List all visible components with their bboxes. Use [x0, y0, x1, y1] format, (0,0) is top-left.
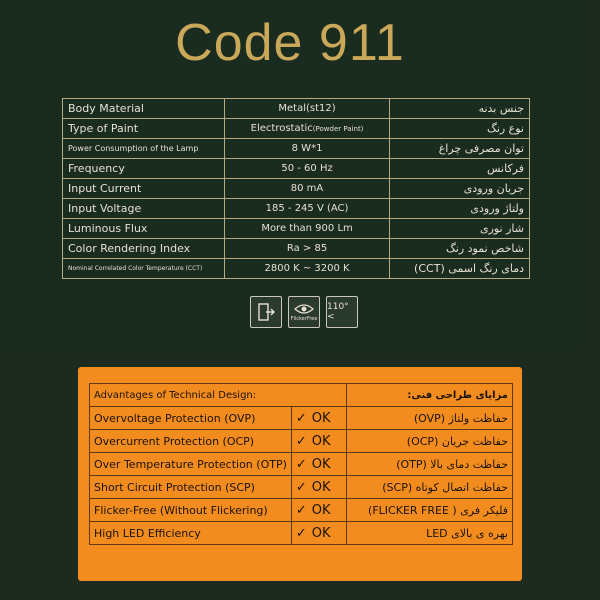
spec-label-fa: توان مصرفی چراغ — [390, 139, 530, 159]
spec-label: Body Material — [63, 99, 225, 119]
spec-value: More than 900 Lm — [224, 219, 390, 239]
ok-label: OK — [311, 410, 331, 426]
spec-label: Frequency — [63, 159, 225, 179]
table-row — [90, 407, 513, 430]
table-row — [63, 239, 530, 259]
spec-value — [224, 119, 390, 139]
eye-icon — [288, 296, 320, 328]
spec-value: 2800 K ~ 3200 K — [224, 259, 390, 279]
advantage-label: High LED Efficiency — [90, 522, 292, 545]
ok-label: OK — [311, 479, 331, 495]
table-row — [63, 179, 530, 199]
advantage-label: Overvoltage Protection (OVP) — [90, 407, 292, 430]
spec-label-fa: شاخص نمود رنگ — [390, 239, 530, 259]
spec-label-fa: شار نوری — [390, 219, 530, 239]
spec-value: 185 - 245 V (AC) — [224, 199, 390, 219]
table-row — [63, 139, 530, 159]
advantage-label: Flicker-Free (Without Flickering) — [90, 499, 292, 522]
ok-cell — [291, 407, 346, 430]
feature-icons — [250, 296, 358, 330]
table-row — [63, 159, 530, 179]
table-row — [90, 453, 513, 476]
table-row — [63, 199, 530, 219]
spec-label-fa: دمای رنگ اسمی (CCT) — [390, 259, 530, 279]
spec-label: Power Consumption of the Lamp — [63, 139, 225, 159]
ok-cell — [291, 499, 346, 522]
ok-cell — [291, 476, 346, 499]
table-row — [90, 499, 513, 522]
table-row — [63, 119, 530, 139]
table-row — [63, 99, 530, 119]
spec-value: Ra > 85 — [224, 239, 390, 259]
check-icon: ✓ — [295, 410, 307, 426]
advantage-label-fa: بهره ی بالای LED — [346, 522, 512, 545]
advantages-header-fa: مزایای طراحی فنی: — [346, 384, 512, 407]
spec-label-fa: جریان ورودی — [390, 179, 530, 199]
spec-label: Input Voltage — [63, 199, 225, 219]
table-row — [63, 259, 530, 279]
advantages-header-row — [90, 384, 513, 407]
spec-label: Nominal Correlated Color Temperature (CCT) — [63, 259, 225, 279]
check-icon: ✓ — [295, 433, 307, 449]
spec-value-main: Electrostatic — [250, 123, 313, 134]
spec-label-fa: فرکانس — [390, 159, 530, 179]
advantages-table — [89, 383, 513, 545]
spec-table — [62, 98, 530, 279]
ok-label: OK — [311, 433, 331, 449]
advantage-label: Short Circuit Protection (SCP) — [90, 476, 292, 499]
advantage-label: Over Temperature Protection (OTP) — [90, 453, 292, 476]
spec-value-note: (Powder Paint) — [312, 125, 364, 133]
spec-value: 80 mA — [224, 179, 390, 199]
advantage-label-fa: حفاظت دمای بالا (OTP) — [346, 453, 512, 476]
table-row — [90, 476, 513, 499]
advantage-label: Overcurrent Protection (OCP) — [90, 430, 292, 453]
advantage-label-fa: حفاظت اتصال کوتاه (SCP) — [346, 476, 512, 499]
table-row — [90, 430, 513, 453]
beam-angle-label: 110° < — [327, 302, 349, 322]
spec-label-fa: نوع رنگ — [390, 119, 530, 139]
advantage-label-fa: حفاظت جریان (OCP) — [346, 430, 512, 453]
spec-label-fa: جنس بدنه — [390, 99, 530, 119]
table-row — [63, 219, 530, 239]
advantage-label-fa: حفاظت ولتاژ (OVP) — [346, 407, 512, 430]
check-icon: ✓ — [295, 456, 307, 472]
advantages-panel — [78, 367, 522, 581]
check-icon: ✓ — [295, 479, 307, 495]
spec-value: 8 W*1 — [224, 139, 390, 159]
advantage-label-fa: فلیکر فری ( FLICKER FREE) — [346, 499, 512, 522]
ok-cell — [291, 453, 346, 476]
spec-label: Luminous Flux — [63, 219, 225, 239]
spec-label: Color Rendering Index — [63, 239, 225, 259]
flicker-free-label: FlickerFree — [290, 315, 318, 322]
spec-label-fa: ولتاژ ورودی — [390, 199, 530, 219]
spec-label: Type of Paint — [63, 119, 225, 139]
ok-label: OK — [311, 456, 331, 472]
table-row — [90, 522, 513, 545]
ok-cell — [291, 522, 346, 545]
spec-label: Input Current — [63, 179, 225, 199]
ok-label: OK — [311, 502, 331, 518]
page-title: Code 911 — [175, 14, 405, 72]
beam-angle-icon — [326, 296, 358, 328]
advantages-header-en: Advantages of Technical Design: — [90, 384, 347, 407]
ok-cell — [291, 430, 346, 453]
spec-value: Metal(st12) — [224, 99, 390, 119]
door-exit-icon — [250, 296, 282, 328]
spec-value: 50 - 60 Hz — [224, 159, 390, 179]
ok-label: OK — [311, 525, 331, 541]
check-icon: ✓ — [295, 502, 307, 518]
check-icon: ✓ — [295, 525, 307, 541]
